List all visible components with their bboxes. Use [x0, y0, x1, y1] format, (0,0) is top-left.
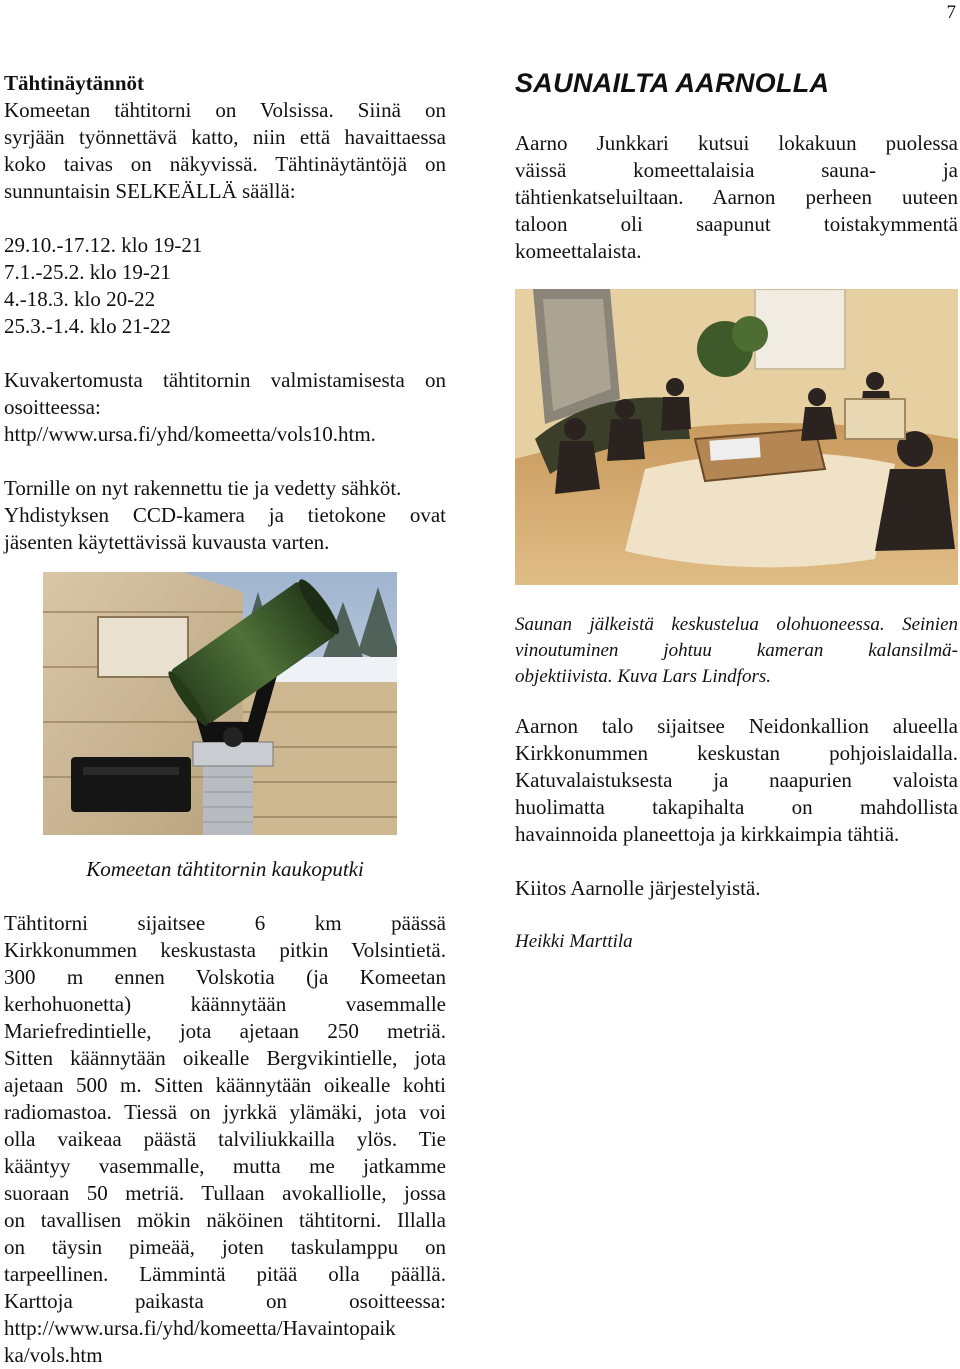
directions-line: Mariefredintielle, jota ajetaan 250 metriä. [4, 1019, 446, 1043]
sauna-intro-line: taloon oli saapunut toistakymmentä [515, 212, 958, 236]
living-room-illustration [515, 289, 958, 585]
room-caption-line: objektiivista. Kuva Lars Lindfors. [515, 666, 771, 687]
road-line: Tornille on nyt rakennettu tie ja vedetty sähköt. [4, 476, 402, 500]
author-signature: Heikki Marttila [515, 931, 633, 952]
story-line: Kuvakertomusta tähtitornin valmistamisesta on [4, 368, 446, 392]
telescope-photo [43, 572, 397, 835]
observation-intro [4, 97, 446, 205]
directions-line: on täysin pimeää, joten taskulamppu on [4, 1235, 446, 1259]
directions-line: Kirkkonummen keskustasta pitkin Volsintietä. [4, 938, 446, 962]
article-title: SAUNAILTA AARNOLLA [515, 68, 830, 98]
intro-line: sunnuntaisin SELKEÄLLÄ säällä: [4, 179, 296, 203]
sauna-intro-line: väissä komeettalaisia sauna- ja [515, 158, 958, 182]
directions-line: 300 m ennen Volskotia (ja Komeetan [4, 965, 446, 989]
directions-line: kerhohuonetta) käännytään vasemmalle [4, 992, 446, 1016]
room-caption-line: Saunan jälkeistä keskustelua olohuoneessa. Seinien [515, 614, 958, 635]
directions-line: kääntyy vasemmalle, mutta me jatkamme [4, 1154, 446, 1178]
directions-line: Sitten käännytään oikealle Bergvikintielle, jota [4, 1046, 446, 1070]
road-paragraph [4, 475, 446, 556]
telescope-caption: Komeetan tähtitornin kaukoputki [86, 857, 364, 881]
schedule-list [4, 232, 446, 340]
page-number: 7 [946, 2, 956, 23]
sauna-intro-line: komeettalaista. [515, 239, 642, 263]
house-line: huolimatta takapihalta on mahdollista [515, 795, 958, 819]
house-line: Aarnon talo sijaitsee Neidonkallion alueella [515, 714, 958, 738]
directions-line: on tavallisen mökin näköinen tähtitorni. Illalla [4, 1208, 446, 1232]
house-line: Kirkkonummen keskustan pohjoislaidalla. [515, 741, 958, 765]
intro-line: syrjään työnnettävä katto, niin että havaittaessa [4, 125, 446, 149]
schedule-item: 4.-18.3. klo 20-22 [4, 287, 156, 311]
directions-paragraph [4, 910, 446, 1369]
directions-line: olla vaikeaa päästä talviliukkailla ylös. Tie [4, 1127, 446, 1151]
intro-line: koko taivas on näkyvissä. Tähtinäytäntöjä on [4, 152, 446, 176]
directions-link-end[interactable]: ka/vols.htm [4, 1343, 103, 1367]
story-link[interactable]: http//www.ursa.fi/yhd/komeetta/vols10.htm. [4, 422, 376, 446]
road-line: Yhdistyksen CCD-kamera ja tietokone ovat [4, 503, 446, 527]
house-line: Katuvalaistuksesta ja naapurien valoista [515, 768, 958, 792]
schedule-item: 29.10.-17.12. klo 19-21 [4, 233, 203, 257]
house-paragraph [515, 713, 958, 848]
telescope-illustration [43, 572, 397, 835]
road-line: jäsenten käytettävissä kuvausta varten. [4, 530, 330, 554]
directions-line: Karttoja paikasta on osoitteessa: [4, 1289, 446, 1313]
directions-line: tarpeellinen. Lämmintä pitää olla päällä. [4, 1262, 446, 1286]
living-room-photo [515, 289, 958, 585]
schedule-item: 25.3.-1.4. klo 21-22 [4, 314, 171, 338]
sauna-intro [515, 130, 958, 265]
thanks-line: Kiitos Aarnolle järjestelyistä. [515, 876, 761, 900]
room-photo-caption [515, 612, 958, 690]
directions-link[interactable]: http://www.ursa.fi/yhd/komeetta/Havaintopaik [4, 1316, 396, 1340]
sauna-intro-line: tähtienkatseluiltaan. Aarnon perheen uuteen [515, 185, 958, 209]
schedule-item: 7.1.-25.2. klo 19-21 [4, 260, 171, 284]
room-caption-line: vinoutuminen johtuu kameran kalansilmä- [515, 640, 958, 661]
intro-line: Komeetan tähtitorni on Volsissa. Siinä on [4, 98, 446, 122]
house-line: havainnoida planeettoja ja kirkkaimpia tähtiä. [515, 822, 900, 846]
sauna-intro-line: Aarno Junkkari kutsui lokakuun puolessa [515, 131, 958, 155]
directions-line: Tähtitorni sijaitsee 6 km päässä [4, 911, 446, 935]
directions-line: suoraan 50 metriä. Tullaan avokalliolle, jossa [4, 1181, 446, 1205]
story-line: osoitteessa: [4, 395, 101, 419]
story-paragraph [4, 367, 446, 448]
observation-heading: Tähtinäytännöt [4, 71, 145, 95]
directions-line: radiomastoa. Tiessä on jyrkkä ylämäki, jota voi [4, 1100, 446, 1124]
directions-line: ajetaan 500 m. Sitten käännytään oikealle kohti [4, 1073, 446, 1097]
left-column [4, 70, 446, 205]
